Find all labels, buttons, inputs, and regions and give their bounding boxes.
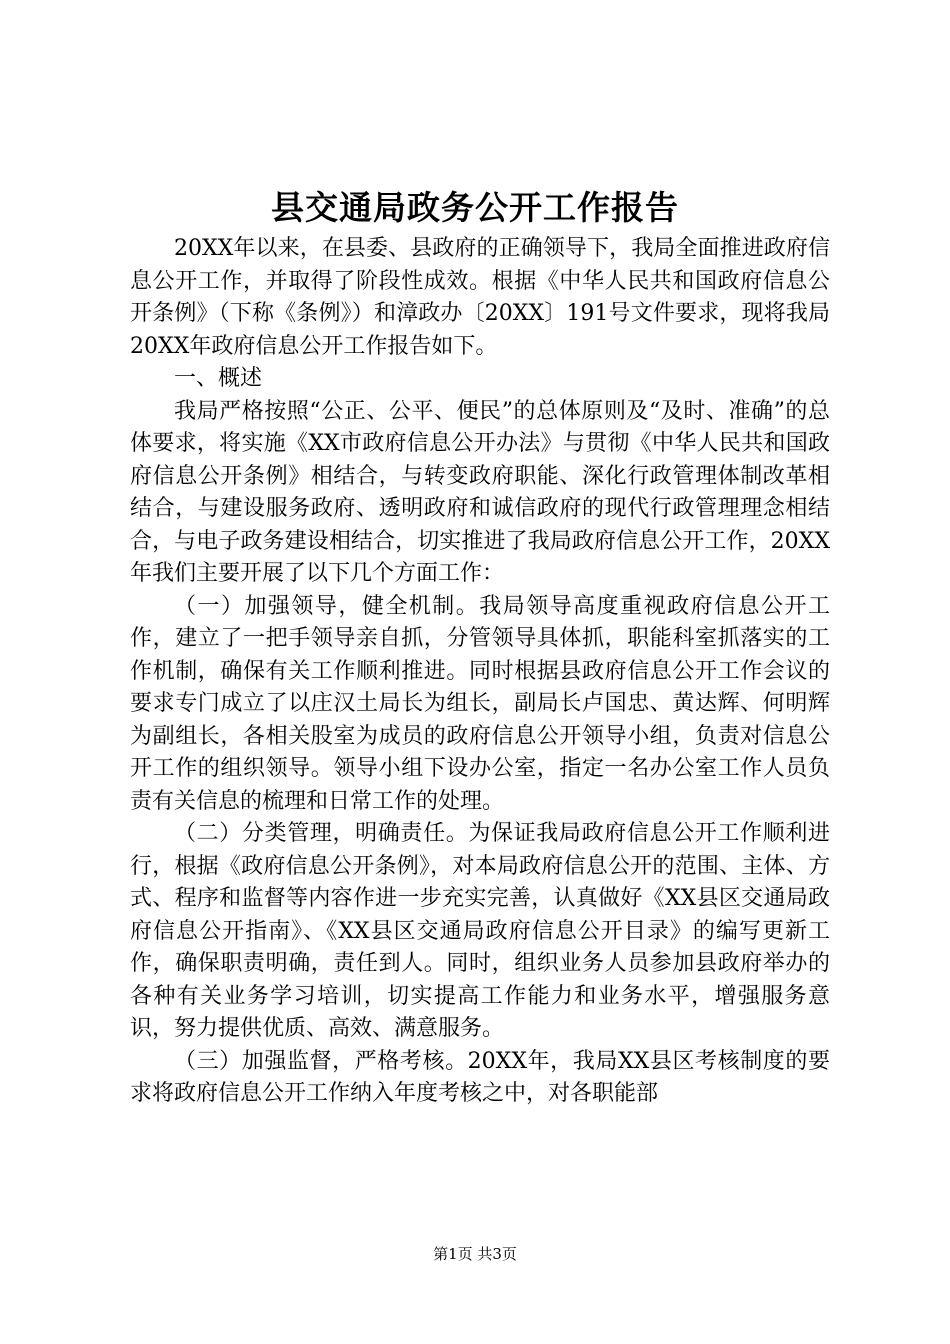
paragraph-intro: 20XX年以来，在县委、县政府的正确领导下，我局全面推进政府信息公开工作，并取得了阶段性成效。根据《中华人民共和国政府信息公开条例》（下称《条例》）和漳政办〔20XX〕191号文件要求，现将我局20XX年政府信息公开工作报告如下。 [130,236,830,359]
paragraph-overview: 我局严格按照“公正、公平、便民”的总体原则及“及时、准确”的总体要求，将实施《XX市政府信息公开办法》与贯彻《中华人民共和国政府信息公开条例》相结合，与转变政府职能、深化行政管理体制改革相结合，与建设服务政府、透明政府和诚信政府的现代行政管理理念相结合，与电子政务建设相结合，切实推进了我局政府信息公开工作，20XX年我们主要开展了以下几个方面工作： [130,398,830,586]
document-body [130,233,830,1111]
section-heading-overview: 一、概述 [174,366,263,391]
paragraph-item-2: （二）分类管理，明确责任。为保证我局政府信息公开工作顺利进行，根据《政府信息公开条例》，对本局政府信息公开的范围、主体、方式、程序和监督等内容作进一步充实完善，认真做好《XX县区交通局政府信息公开指南》、《XX县区交通局政府信息公开目录》的编写更新工作，确保职责明确，责任到人。同时，组织业务人员参加县政府举办的各种有关业务学习培训，切实提高工作能力和业务水平，增强服务意识，努力提供优质、高效、满意服务。 [130,821,830,1041]
document-title: 县交通局政务公开工作报告 [271,188,679,227]
page-number-footer: 第1页 共3页 [433,1245,517,1263]
paragraph-item-1: （一）加强领导，健全机制。我局领导高度重视政府信息公开工作，建立了一把手领导亲自抓，分管领导具体抓，职能科室抓落实的工作机制，确保有关工作顺利推进。同时根据县政府信息公开工作会议的要求专门成立了以庄汉土局长为组长，副局长卢国忠、黄达辉、何明辉为副组长，各相关股室为成员的政府信息公开领导小组，负责对信息公开工作的组织领导。领导小组下设办公室，指定一名办公室工作人员负责有关信息的梳理和日常工作的处理。 [130,593,830,814]
paragraph-item-3: （三）加强监督，严格考核。20XX年，我局XX县区考核制度的要求将政府信息公开工作纳入年度考核之中，对各职能部 [130,1048,830,1106]
